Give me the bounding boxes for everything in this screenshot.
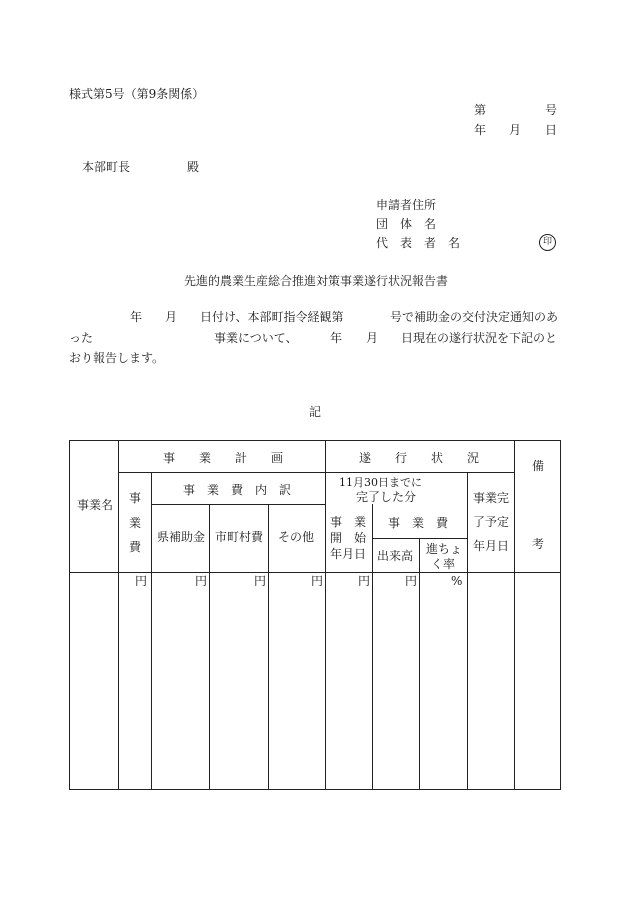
col-jigyohi2: 事 業 費 (388, 516, 449, 530)
col-dekidaka: 出来高 (377, 549, 414, 563)
unit-ken: 円 (195, 574, 208, 588)
unit-dekidaka: 円 (405, 574, 418, 588)
date-day: 日 (545, 123, 558, 137)
col-biko-top: 備 (532, 459, 545, 473)
col-sonota: その他 (278, 530, 315, 544)
doc-no-dai: 第 (474, 103, 487, 117)
addressee-name: 本部町長 (82, 160, 131, 174)
col-jigyohi-3: 費 (129, 540, 142, 554)
unit-kaishi: 円 (358, 574, 371, 588)
body-text-1: 日付け、本部町指令経観第 (200, 310, 344, 324)
body-text-4: 事業について、 (214, 331, 298, 345)
addressee-honorific: 殿 (187, 160, 200, 174)
body-month-2: 月 (366, 331, 379, 345)
col-biko-bottom: 考 (532, 537, 545, 551)
col-kanryo-1: 11月30日までに (339, 476, 422, 489)
unit-jigyohi: 円 (135, 574, 148, 588)
col-kanryo-2: 完了した分 (356, 490, 417, 504)
col-kaishi-2: 開 始 (330, 531, 367, 545)
col-keikaku: 事 業 計 画 (163, 451, 284, 465)
body-year-2: 年 (330, 331, 343, 345)
col-shinchoku-2: く率 (431, 557, 456, 571)
date-month: 月 (509, 123, 522, 137)
col-kanryo-yotei-1: 事業完 (473, 491, 510, 505)
col-kaishi-3: 年月日 (330, 547, 367, 561)
doc-no-go: 号 (545, 103, 558, 117)
unit-shichoson: 円 (254, 574, 267, 588)
col-shinchoku-1: 進ちょ (426, 542, 463, 556)
document-title: 先進的農業生産総合推進対策事業遂行状況報告書 (184, 274, 449, 288)
body-text-6: おり報告します。 (69, 351, 165, 365)
body-text-2: 号で補助金の交付決定通知のあ (390, 310, 559, 324)
seal-icon: 印 (539, 234, 556, 251)
body-text-3: った (69, 331, 94, 345)
col-kanryo-yotei-3: 年月日 (473, 539, 510, 553)
col-shichoson: 市町村費 (215, 530, 264, 544)
applicant-group-label: 団 体 名 (376, 217, 437, 231)
form-label: 様式第5号（第9条関係） (69, 87, 205, 101)
col-kaishi-1: 事 業 (330, 515, 367, 529)
col-jigyomei: 事業名 (77, 498, 114, 512)
col-jigyohi-uchiwake: 事 業 費 内 訳 (183, 483, 292, 497)
applicant-rep-label: 代 表 者 名 (376, 236, 461, 250)
date-year: 年 (474, 123, 487, 137)
col-kanryo-yotei-2: 了予定 (473, 515, 510, 529)
status-table (69, 440, 561, 790)
col-suiko: 遂 行 状 況 (359, 451, 480, 465)
ki-label: 記 (309, 405, 322, 419)
body-year-1: 年 (130, 310, 143, 324)
body-text-5: 日現在の遂行状況を下記のと (401, 331, 558, 345)
unit-sonota: 円 (311, 574, 324, 588)
unit-shinchoku: % (451, 574, 463, 588)
body-month-1: 月 (165, 310, 178, 324)
col-jigyohi-1: 事 (129, 491, 142, 505)
col-jigyohi-2: 業 (129, 516, 142, 530)
col-ken: 県補助金 (157, 530, 206, 544)
applicant-address-label: 申請者住所 (376, 198, 437, 212)
